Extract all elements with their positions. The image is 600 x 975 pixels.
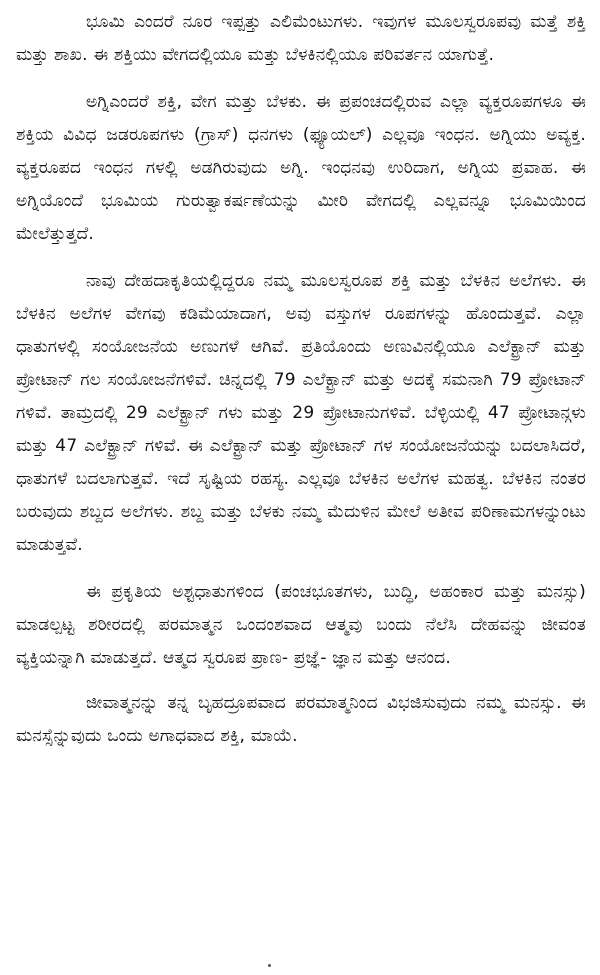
paragraph-mind-maya: ಜೀವಾತ್ಮನನ್ನು ತನ್ನ ಬೃಹದ್ರೂಪವಾದ ಪರಮಾತ್ಮನಿಂದ ವಿಭಜಿಸುವುದು ನಮ್ಮ ಮನಸ್ಸು. ಈ ಮನಸ್ಸೆನ್ನುವುದು ಒಂದು ಅಗಾಧವಾದ ಶಕ್ತಿ, ಮಾಯೆ. xyxy=(16,693,586,746)
paragraph-light-waves: ನಾವು ದೇಹದಾಕೃತಿಯಲ್ಲಿದ್ದರೂ ನಮ್ಮ ಮೂಲಸ್ವರೂಪ ಶಕ್ತಿ ಮತ್ತು ಬೆಳಕಿನ ಅಲೆಗಳು. ಈ ಬೆಳಕಿನ ಅಲೆಗಳ ವೇಗವು ಕಡಿಮೆಯಾದಾಗ, ಅವು ವಸ್ತುಗಳ ರೂಪಗಳನ್ನು ಹೊಂದುತ್ತವೆ. ಎಲ್ಲಾ ಧಾತುಗಳಲ್ಲಿ ಸಂಯೋಜನೆಯ ಅಣುಗಳೆ ಆಗಿವೆ. ಪ್ರತಿಯೊಂದು ಅಣುವಿನಲ್ಲಿಯೂ ಎಲೆಕ್ಟ್ರಾನ್ ಮತ್ತು ಪ್ರೋಟಾನ್ ಗಲ ಸಂಯೋಜನೆಗಳಿವೆ. ಚಿನ್ನದಲ್ಲಿ 79 ಎಲೆಕ್ಟ್ರಾನ್ ಮತ್ತು ಅದಕ್ಕೆ ಸಮನಾಗಿ 79 ಪ್ರೋಟಾನ್ ಗಳಿವೆ. ತಾಮ್ರದಲ್ಲಿ 29 ಎಲೆಕ್ಟ್ರಾನ್ ಗಳು ಮತ್ತು 29 ಪ್ರೋಟಾನುಗಳಿವೆ. ಬೆಳ್ಳಿಯಲ್ಲಿ 47 ಪ್ರೋಟಾನ್ಗಳು ಮತ್ತು 47 ಎಲೆಕ್ಟ್ರಾನ್ ಗಳಿವೆ. ಈ ಎಲೆಕ್ಟ್ರಾನ್ ಮತ್ತು ಪ್ರೋಟಾನ್ ಗಳ ಸಂಯೋಜನೆಯನ್ನು ಬದಲಾಸಿದರೆ, ಧಾತುಗಳೆ ಬದಲಾಗುತ್ತವೆ. ಇದೆ ಸೃಷ್ಟಿಯ ರಹಸ್ಯ. ಎಲ್ಲವೂ ಬೆಳಕಿನ ಅಲೆಗಳ ಮಹತ್ವ. ಬೆಳಕಿನ ನಂತರ ಬರುವುದು ಶಬ್ದದ ಅಲೆಗಳು. ಶಬ್ದ ಮತ್ತು ಬೆಳಕು ನಮ್ಮ ಮೆದುಳಿನ ಮೇಲೆ ಅತೀವ ಪರಿಣಾಮಗಳನ್ನುಂಟು ಮಾಡುತ್ತವೆ. xyxy=(16,271,586,555)
paragraph-earth-elements: ಭೂಮಿ ಎಂದರೆ ನೂರ ಇಪ್ಪತ್ತು ಎಲಿಮೆಂಟುಗಳು. ಇವುಗಳ ಮೂಲಸ್ವರೂಪವು ಮತ್ತೆ ಶಕ್ತಿ ಮತ್ತು ಶಾಖ. ಈ ಶಕ್ತಿಯು ವೇಗದಲ್ಲಿಯೂ ಮತ್ತು ಬೆಳಕಿನಲ್ಲಿಯೂ ಪರಿವರ್ತನ ಯಾಗುತ್ತೆ. xyxy=(16,12,586,65)
page-speck xyxy=(268,964,271,967)
paragraph-atma: ಈ ಪ್ರಕೃತಿಯ ಅಶ್ಟಧಾತುಗಳಿಂದ (ಪಂಚಭೂತಗಳು, ಬುದ್ಧಿ, ಅಹಂಕಾರ ಮತ್ತು ಮನಸ್ಸು) ಮಾಡಲ್ಪಟ್ಟ ಶರೀರದಲ್ಲಿ ಪರಮಾತ್ಮನ ಒಂದಂಶವಾದ ಆತ್ಮವು ಬಂದು ನೆಲೆಸಿ ದೇಹವನ್ನು ಜೀವಂತ ವ್ಯಕ್ತಿಯನ್ನಾಗಿ ಮಾಡುತ್ತದೆ. ಆತ್ಮದ ಸ್ವರೂಪ ಪ್ರಾಣ- ಪ್ರಜ್ಞೆ- ಜ್ಞಾನ ಮತ್ತು ಆನಂದ. xyxy=(16,582,586,668)
paragraph-agni-energy: ಅಗ್ನಿಎಂದರೆ ಶಕ್ತಿ, ವೇಗ ಮತ್ತು ಬೆಳಕು. ಈ ಪ್ರಪಂಚದಲ್ಲಿರುವ ಎಲ್ಲಾ ವ್ಯಕ್ತರೂಪಗಳೂ ಈ ಶಕ್ತಿಯ ವಿವಿಧ ಜಡರೂಪಗಳು (ಗ್ರಾಸ್) ಧನಗಳು (ಫ್ಯೂಯಲ್) ಎಲ್ಲವೂ ಇಂಧನ. ಅಗ್ನಿಯು ಅವ್ಯಕ್ತ. ವ್ಯಕ್ತರೂಪದ ಇಂಧನ ಗಳಲ್ಲಿ ಅಡಗಿರುವುದು ಅಗ್ನಿ. ಇಂಧನವು ಉರಿದಾಗ, ಅಗ್ನಿಯ ಪ್ರವಾಹ. ಈ ಅಗ್ನಿಯೊಂದೆ ಭೂಮಿಯ ಗುರುತ್ವಾಕರ್ಷಣೆಯನ್ನು ಮೀರಿ ವೇಗದಲ್ಲಿ ಎಲ್ಲವನ್ನೂ ಭೂಮಿಯಿಂದ ಮೇಲೆತ್ತುತ್ತದೆ. xyxy=(16,92,586,244)
